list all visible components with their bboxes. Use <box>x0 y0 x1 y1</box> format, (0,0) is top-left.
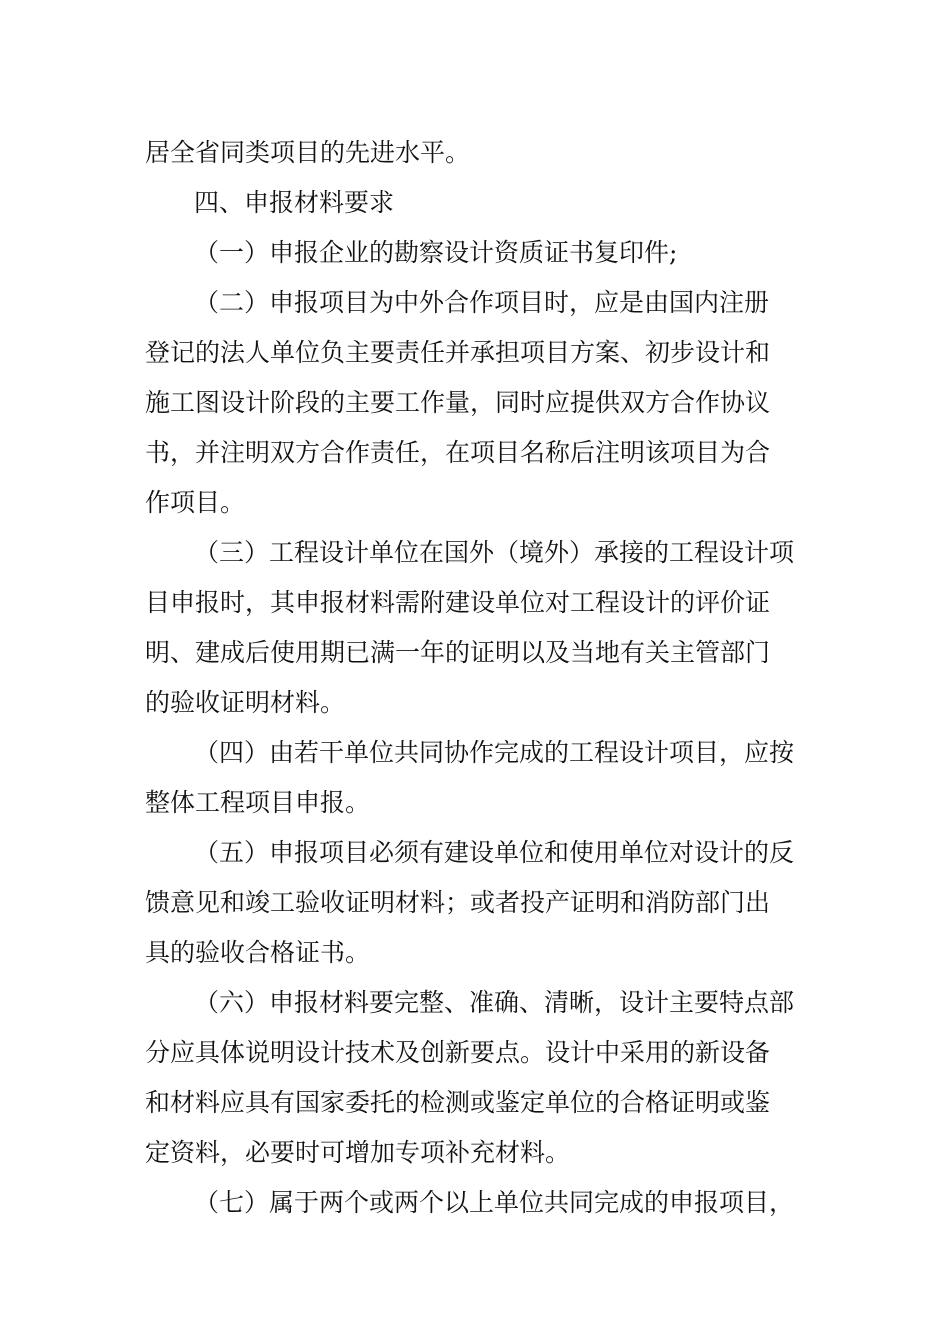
text-line: （二）申报项目为中外合作项目时，应是由国内注册 <box>194 288 770 317</box>
text-line: 整体工程项目申报。 <box>145 788 371 817</box>
text-line: （六）申报材料要完整、准确、清晰，设计主要特点部 <box>194 988 795 1017</box>
text-line: （四）由若干单位共同协作完成的工程设计项目，应按 <box>194 738 795 767</box>
text-line: 馈意见和竣工验收证明材料；或者投产证明和消防部门出 <box>145 888 771 917</box>
text-line: 书，并注明双方合作责任，在项目名称后注明该项目为合 <box>145 438 771 467</box>
text-line: 分应具体说明设计技术及创新要点。设计中采用的新设备 <box>145 1038 771 1067</box>
text-line: （五）申报项目必须有建设单位和使用单位对设计的反 <box>194 838 795 867</box>
text-line: 登记的法人单位负主要责任并承担项目方案、初步设计和 <box>145 338 771 367</box>
text-line: 居全省同类项目的先进水平。 <box>145 138 471 167</box>
text-line: 的验收证明材料。 <box>145 688 346 717</box>
text-line: 作项目。 <box>145 488 246 517</box>
section-heading: 四、申报材料要求 <box>194 188 395 217</box>
text-line: （三）工程设计单位在国外（境外）承接的工程设计项 <box>194 538 795 567</box>
text-line: 明、建成后使用期已满一年的证明以及当地有关主管部门 <box>145 638 771 667</box>
text-line: 具的验收合格证书。 <box>145 938 371 967</box>
text-line: （一）申报企业的勘察设计资质证书复印件; <box>194 238 678 267</box>
text-line: 施工图设计阶段的主要工作量，同时应提供双方合作协议 <box>145 388 771 417</box>
text-line: 定资料，必要时可增加专项补充材料。 <box>145 1138 571 1167</box>
text-line: （七）属于两个或两个以上单位共同完成的申报项目， <box>194 1188 795 1217</box>
text-line: 目申报时，其申报材料需附建设单位对工程设计的评价证 <box>145 588 771 617</box>
text-line: 和材料应具有国家委托的检测或鉴定单位的合格证明或鉴 <box>145 1088 771 1117</box>
